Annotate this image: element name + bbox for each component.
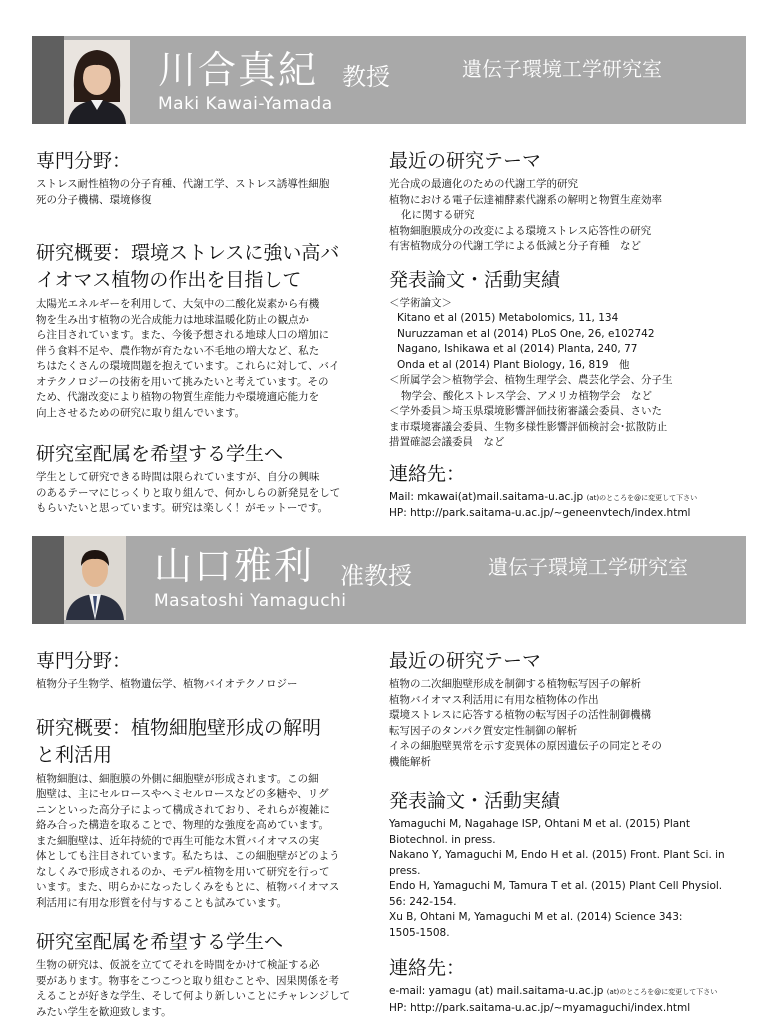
text-line: なしくみで形成されるのか、モデル植物を用いて研究を行って [36,865,330,878]
overview-text [36,772,372,912]
text-line: 胞壁は、主にセルロースやヘミセルロースなどの多糖や、リグ [36,788,329,800]
portrait-photo [64,40,130,124]
text-line: のあるテーマにじっくりと取り組んで、何かしらの新発見をして [36,486,341,499]
contact-info [389,490,739,522]
text-line: 要があります。物事をこつこつと取り組むことや、因果関係を考 [36,974,340,987]
publication-item: Onda et al (2014) Plant Biology, 16, 819 他 [397,358,630,371]
contact-info [389,984,739,1016]
themes-heading: 最近の研究テーマ [389,150,542,172]
text-line: ら注目されています。また、今後予想される地球人口の増加に [36,329,330,341]
text-line: います。また、明らかになったしくみをもとに、植物バイオマス [36,881,340,893]
text-line: 生物の研究は、仮説を立ててそれを時間をかけて検証する必 [36,959,320,971]
theme-item: 植物の二次細胞壁形成を制御する植物転写因子の解析 [389,678,641,690]
overview-text [36,297,372,421]
publication-item: ＜所属学会＞植物学会、植物生理学会、農芸化学会、分子生 [389,374,673,386]
text-line: えることが好きな学生、そして何より新しいことにチャレンジして [36,990,351,1002]
right-column [389,150,739,522]
theme-item: 環境ストレスに応答する植物の転写因子の活性制御機構 [389,709,652,721]
theme-item: 植物細胞膜成分の改変による環境ストレス応答性の研究 [389,224,652,237]
theme-item: イネの細胞壁異常を示す変異体の原因遺伝子の同定とその [389,740,662,752]
left-column [36,650,372,1020]
heading-line: 研究概要：植物細胞壁形成の解明 [36,716,322,739]
theme-item: 化に関する研究 [401,209,475,221]
professor-name-jp: 川合真紀 [158,48,319,92]
specialty-heading: 専門分野： [36,150,132,172]
heading-line: イオマス植物の作出を目指して [36,269,302,291]
mail-line [389,490,739,507]
themes-heading: 最近の研究テーマ [389,650,542,672]
professor-name-jp: 山口雅利 [154,544,315,588]
publication-item: press. [389,864,421,877]
text-line: 死の分子機構、環境修復 [36,193,152,206]
text-line: 絡み合った構造を取ることで、物理的な強度を高めています。 [36,819,329,831]
heading-line: と利活用 [36,743,113,766]
contact-heading: 連絡先： [389,957,466,979]
text-line: ため、代謝改変により植物の物質生産能力や環境適応能力を [36,391,320,403]
specialty-text [36,677,372,693]
profile-yamaguchi [0,528,768,1024]
portrait-illustration [64,536,126,620]
text-line: 物を生み出す植物の光合成能力は地球温暖化防止の観点か [36,313,309,326]
publication-item: Yamaguchi M, Nagahage ISP, Ohtani M et al. (2015) Plant [389,818,690,830]
themes-list [389,177,739,255]
mail-address[interactable]: Mail: mkawai(at)mail.saitama-u.ac.jp [389,490,584,503]
text-line: もらいたいと思っています。研究は楽しく！がモットーです。 [36,502,329,514]
specialty-heading: 専門分野： [36,650,132,672]
text-line: 植物細胞は、細胞膜の外側に細胞壁が形成されます。この細 [36,772,319,785]
professor-name-en: Maki Kawai-Yamada [158,94,333,114]
banner-accent [32,36,64,124]
mail-line [389,984,739,1001]
publication-item: Nuruzzaman et al (2014) PLoS One, 26, e102742 [397,327,655,340]
academic-title: 准教授 [340,562,412,590]
text-line: ちはたくさんの環境問題を抱えています。これらに対して、バイ [36,360,340,372]
banner-accent [32,536,64,624]
text-line: 伴う食料不足や、農作物が育たない不毛地の増大など、私た [36,344,320,357]
portrait-photo [64,536,126,620]
left-column [36,150,372,517]
text-line: 植物分子生物学、植物遺伝学、植物バイオテクノロジー [36,678,298,690]
text-line: オテクノロジーの技術を用いて挑みたいと考えています。その [36,375,329,388]
theme-item: 機能解析 [389,755,431,768]
publications-heading: 発表論文・活動実績 [389,790,561,812]
specialty-text [36,177,372,208]
students-heading: 研究室配属を希望する学生へ [36,931,284,953]
theme-item: 植物バイオマス利活用に有用な植物体の作出 [389,693,599,706]
text-line: 学生として研究できる時間は限られていますが、自分の興味 [36,471,320,483]
theme-item: 有害植物成分の代謝工学による低減と分子育種 など [389,240,641,252]
text-line: また細胞壁は、近年持続的で再生可能な木質バイオマスの実 [36,834,320,847]
overview-heading [36,240,372,294]
students-text [36,470,372,517]
text-line: みたい学生を歓迎致します。 [36,1005,172,1018]
text-line: ストレス耐性植物の分子育種、代謝工学、ストレス誘導性細胞 [36,178,330,190]
students-text [36,958,372,1020]
contact-heading: 連絡先： [389,462,466,485]
publication-item: Kitano et al (2015) Metabolomics, 11, 134 [397,312,619,324]
text-line: 太陽光エネルギーを利用して、大気中の二酸化炭素から有機 [36,298,320,310]
homepage-link[interactable]: HP: http://park.saitama-u.ac.jp/~myamaguchi/index.html [389,1001,691,1014]
mail-address[interactable]: e-mail: yamagu (at) mail.saitama-u.ac.jp [389,985,604,997]
mail-note: (at)のところを@に変更して下さい [586,493,698,502]
publication-item: 56: 242-154. [389,895,457,908]
lab-name: 遺伝子環境工学研究室 [488,555,688,579]
publication-item: Xu B, Ohtani M, Yamaguchi M et al. (2014) Science 343: [389,911,683,923]
publication-item: Nakano Y, Yamaguchi M, Endo H et al. (2015) Front. Plant Sci. in [389,849,725,861]
publication-item: Biotechnol. in press. [389,833,496,846]
publication-item: Endo H, Yamaguchi M, Tamura T et al. (2015) Plant Cell Physiol. [389,880,723,892]
publication-item: ＜学術論文＞ [389,296,452,309]
academic-title: 教授 [342,63,390,91]
text-line: 体としても注目されています。私たちは、この細胞壁がどのよう [36,850,340,862]
right-column [389,650,739,1016]
publication-item: 措置確認会議委員 など [389,436,505,448]
publication-item: 物学会、酸化ストレス学会、アメリカ植物学会 など [401,389,652,402]
professor-name-en: Masatoshi Yamaguchi [154,591,347,611]
homepage-link[interactable]: HP: http://park.saitama-u.ac.jp/~geneenvtech/index.html [389,507,691,519]
publications-list [389,296,739,451]
publication-item: Nagano, Ishikawa et al (2014) Planta, 240, 77 [397,343,638,355]
theme-item: 植物における電子伝達補酵素代謝系の解明と物質生産効率 [389,193,662,206]
text-line: 向上させるための研究に取り組んでいます。 [36,406,246,419]
students-heading: 研究室配属を希望する学生へ [36,443,284,465]
publications-heading: 発表論文・活動実績 [389,268,561,291]
theme-item: 光合成の最適化のための代謝工学的研究 [389,178,578,190]
portrait-illustration [64,40,130,124]
text-line: ニンといった高分子によって構成されており、それらが複雑に [36,803,330,816]
lab-name: 遺伝子環境工学研究室 [462,57,662,81]
text-line: 利活用に有用な形質を付与することも試みています。 [36,896,288,909]
publication-item: ま市環境審議会委員、生物多様性影響評価検討会･拡散防止 [389,420,668,433]
theme-item: 転写因子のタンパク質安定性制御の解析 [389,724,578,737]
publication-item: ＜学外委員＞埼玉県環境影響評価技術審議会委員、さいた [389,405,662,417]
publication-item: 1505-1508. [389,926,450,939]
themes-list [389,677,739,770]
mail-note: (at)のところを@に変更して下さい [606,988,718,996]
publications-list [389,817,739,941]
heading-line: 研究概要：環境ストレスに強い高バ [36,242,340,264]
overview-heading [36,715,372,769]
